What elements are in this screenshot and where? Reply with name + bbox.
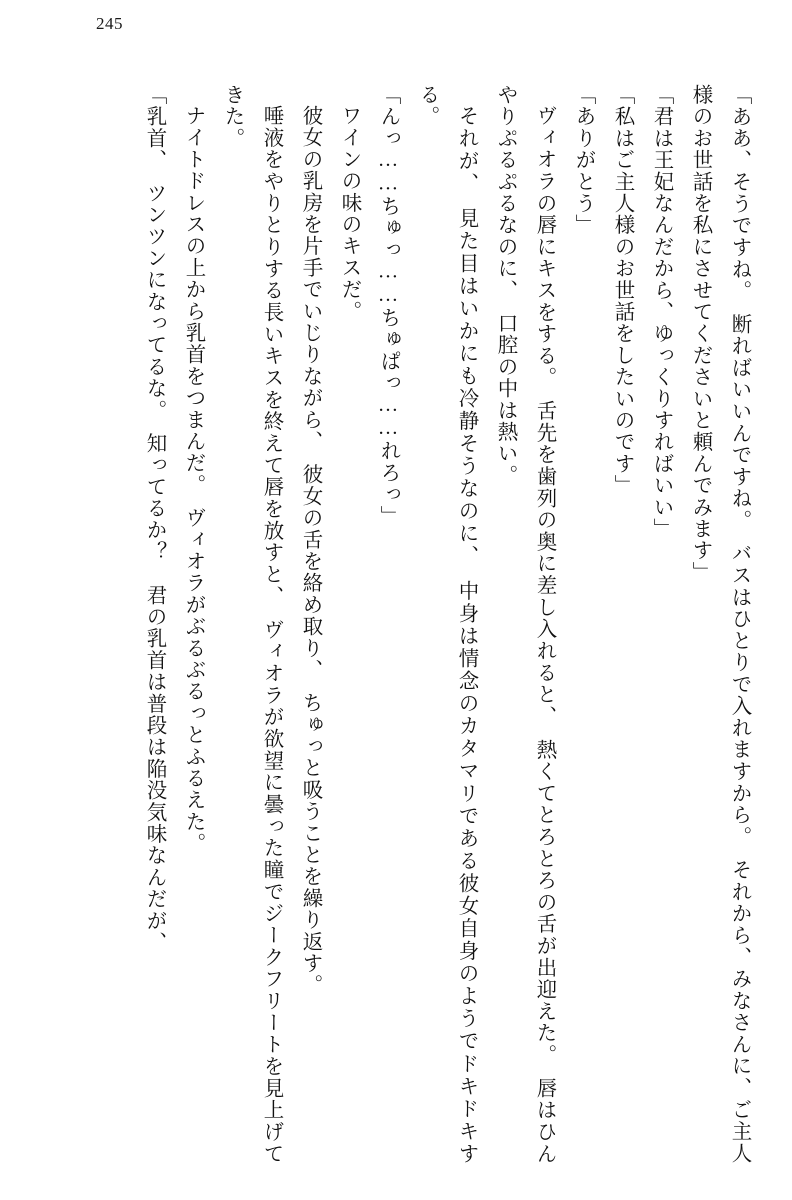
paragraph: 「んっ……ちゅっ……ちゅぱっ……れろっ」 <box>377 84 399 527</box>
paragraph: ナイトドレスの上から乳首をつまんだ。 ヴィオラがぶるぶるっとふるえた。 <box>182 104 204 854</box>
paragraph: 「乳首、 ツンツンになってるな。 知ってるか？ 君の乳首は普段は陥没気味なんだが、 <box>143 84 165 954</box>
page-number: 245 <box>96 14 123 33</box>
paragraph: 「私はご主人様のお世話をしたいのです」 <box>611 84 633 497</box>
paragraph: ヴィオラの唇にキスをする。 舌先を歯列の奥に差し入れると、 熱くてとろとろの舌が出迎えた。 唇はひんやりぷるぷるなのに、 口腔の中は熱い。 <box>494 84 555 1164</box>
body-text <box>30 84 758 1164</box>
paragraph: ワインの味のキスだ。 <box>338 104 360 322</box>
paragraph: 「君は王妃なんだから、ゆっくりすればいい」 <box>650 84 672 540</box>
paragraph: 彼女の乳房を片手でいじりながら、 彼女の舌を絡め取り、 ちゅっと吸うことを繰り返す。 <box>299 104 321 996</box>
paragraph: 「ああ、そうですね。 断ればいいんですね。 バスはひとりで入れますから。 それから、みなさんに、ご主人様のお世話を私にさせてくださいと頼んでみます」 <box>689 84 750 1164</box>
paragraph: 唾液をやりとりする長いキスを終えて唇を放すと、 ヴィオラが欲望に曇った瞳でジークフリートを見上げてきた。 <box>221 84 282 1164</box>
paragraph: それが、 見た目はいかにも冷静そうなのに、 中身は情念のカタマリである彼女自身のようでドキドキする。 <box>416 84 477 1164</box>
paragraph: 「ありがとう」 <box>572 84 594 236</box>
